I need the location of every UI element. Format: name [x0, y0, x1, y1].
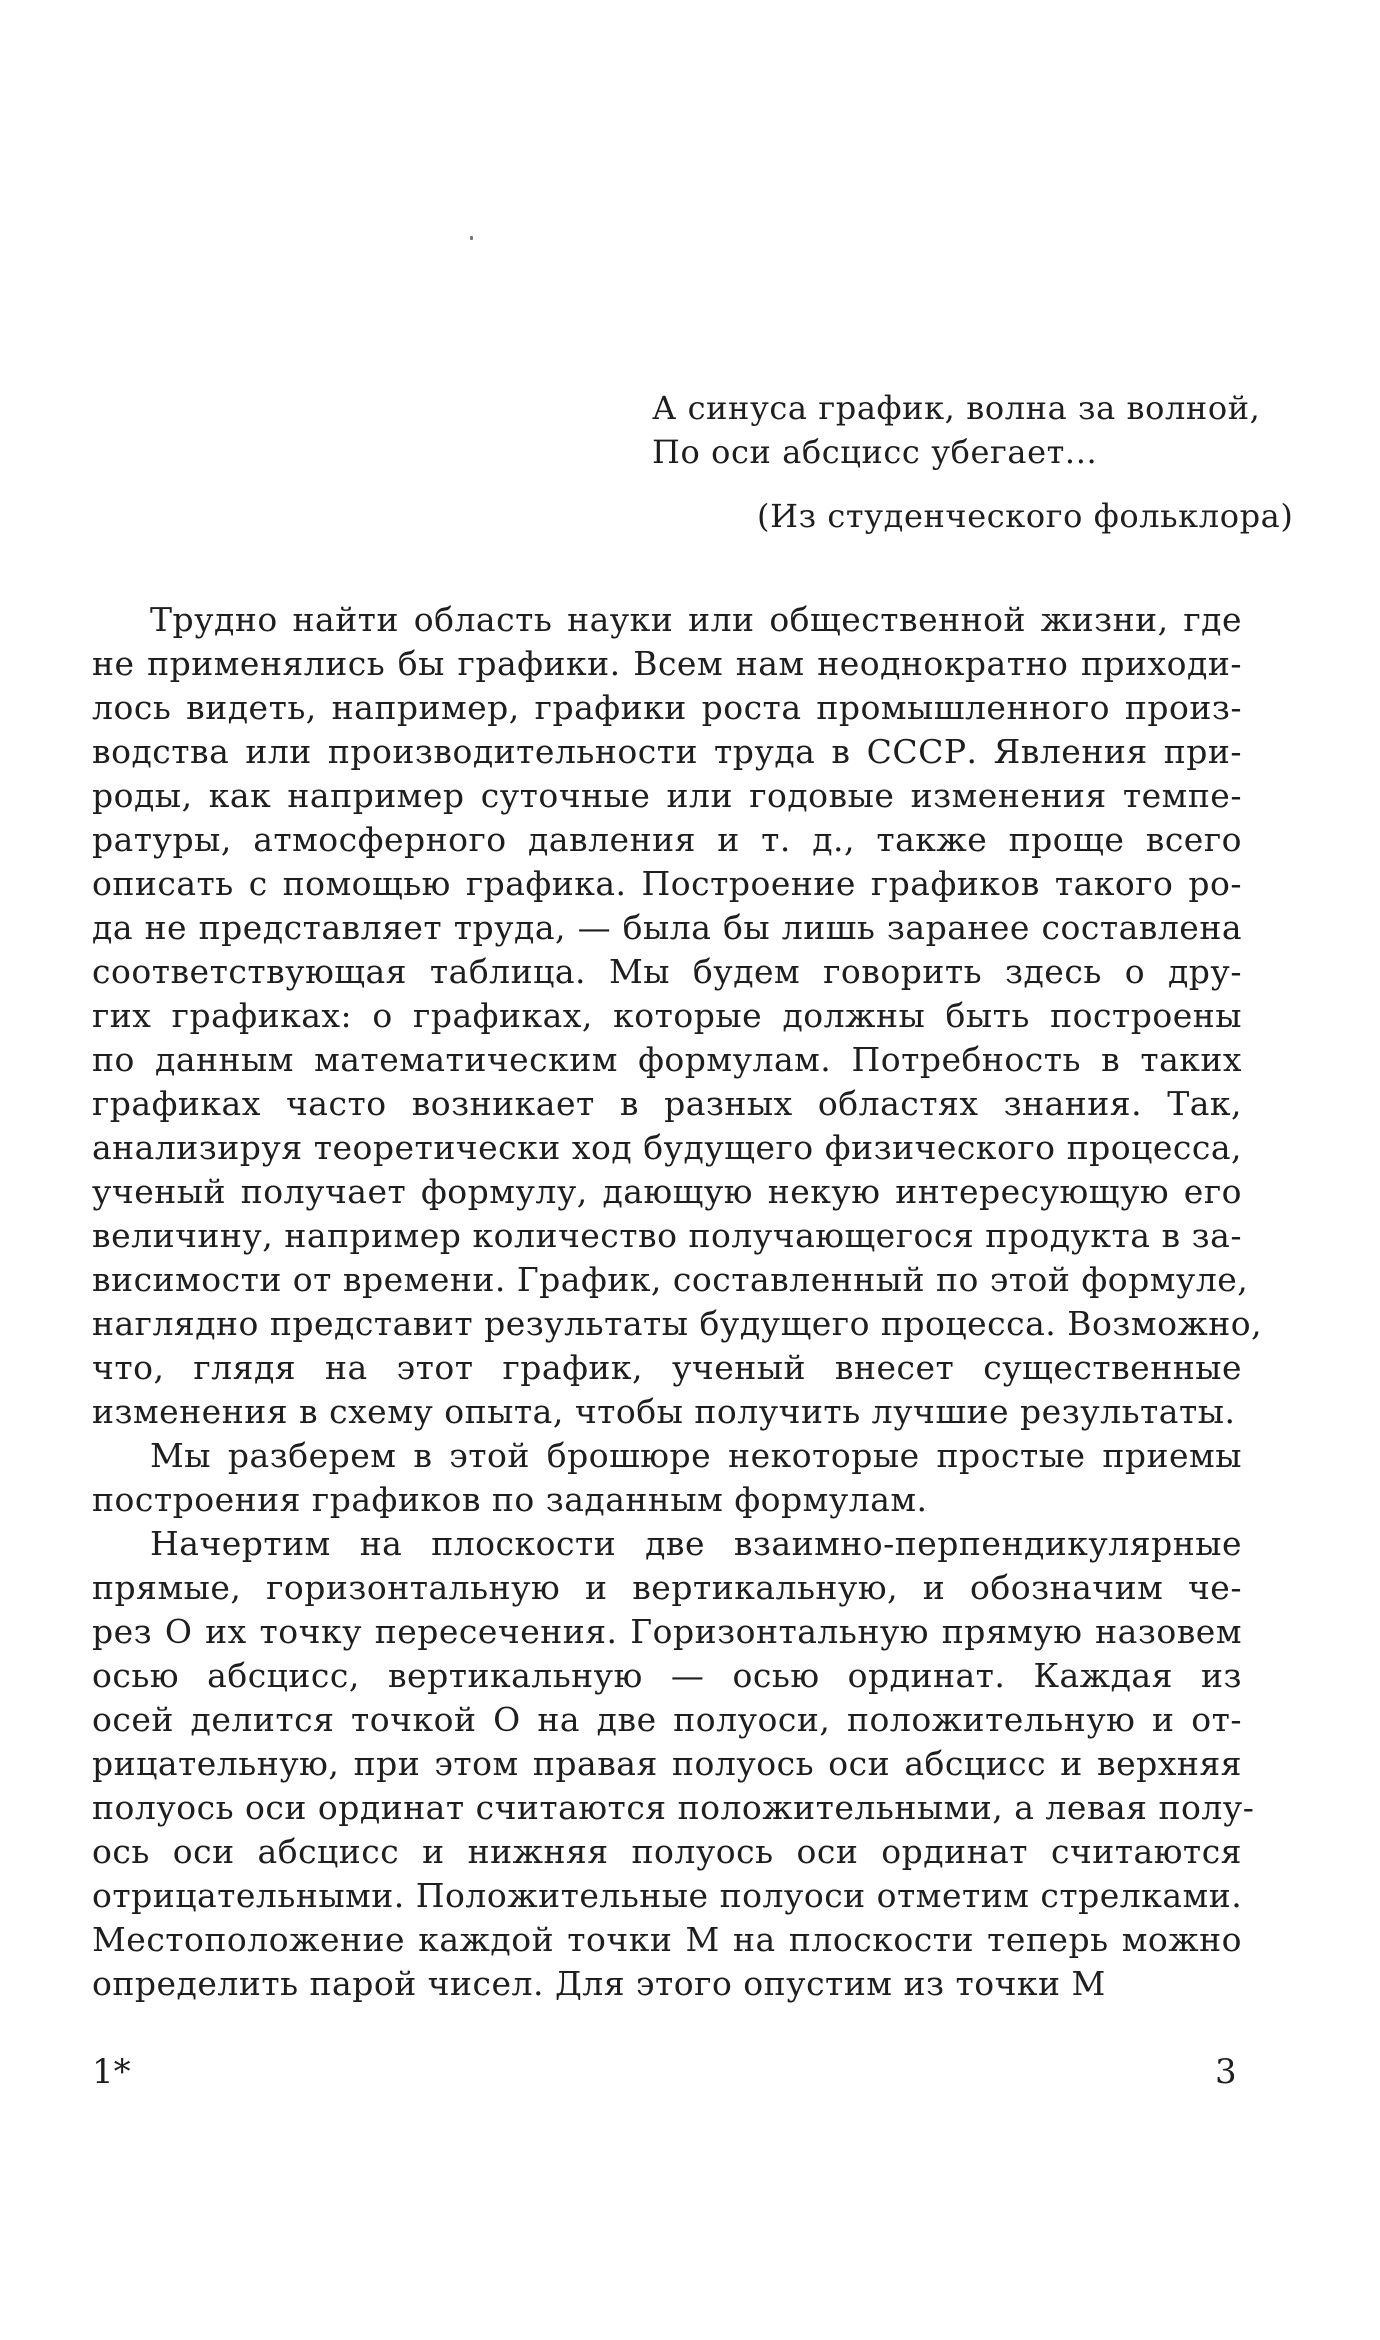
paragraph [92, 1522, 1255, 2006]
text-line: отрицательными. Положительные полуоси отметим стрелками. [92, 1876, 1243, 1915]
text-line: роды, как например суточные или годовые изменения темпе- [92, 776, 1242, 815]
epigraph [652, 386, 1294, 535]
text-line: водства или производительности труда в СССР. Явления при- [92, 732, 1242, 771]
text-line: определить парой чисел. Для этого опустим из точки M [92, 1964, 1106, 2003]
body-text [92, 598, 1263, 2006]
text-line: рицательную, при этом правая полуось оси абсцисс и верхняя [92, 1744, 1242, 1783]
text-line: что, глядя на этот график, ученый внесет существенные [92, 1348, 1242, 1387]
text-line: наглядно представит результаты будущего процесса. Возможно, [92, 1304, 1263, 1343]
signature-mark: 1* [92, 2052, 131, 2092]
text-line: Начертим на плоскости две взаимно-перпендикулярные [150, 1524, 1242, 1563]
text-line: изменения в схему опыта, чтобы получить лучшие результаты. [92, 1392, 1236, 1431]
text-line: гих графиках: о графиках, которые должны быть построены [92, 996, 1242, 1035]
text-line: описать с помощью графика. Построение графиков такого ро- [92, 864, 1242, 903]
text-line: Мы разберем в этой брошюре некоторые простые приемы [150, 1436, 1242, 1475]
text-line: анализируя теоретически ход будущего физического процесса, [92, 1128, 1242, 1167]
text-line: Трудно найти область науки или общественной жизни, где [150, 600, 1242, 639]
text-line: построения графиков по заданным формулам. [92, 1480, 928, 1519]
text-line: по данным математическим формулам. Потребность в таких [92, 1040, 1242, 1079]
text-line: лось видеть, например, графики роста промышленного произ- [92, 688, 1242, 727]
paragraph [92, 598, 1263, 1434]
text-line: рез O их точку пересечения. Горизонтальную прямую назовем [92, 1612, 1242, 1651]
text-line: графиках часто возникает в разных областях знания. Так, [92, 1084, 1242, 1123]
text-line: ратуры, атмосферного давления и т. д., также проще всего [92, 820, 1242, 859]
text-line: ось оси абсцисс и нижняя полуось оси ординат считаются [92, 1832, 1242, 1871]
epigraph-line-1: А синуса график, волна за волной, [652, 389, 1261, 427]
text-line: висимости от времени. График, составленный по этой формуле, [92, 1260, 1249, 1299]
text-line: осей делится точкой O на две полуоси, положительную и от- [92, 1700, 1242, 1739]
text-line: ученый получает формулу, дающую некую интересующую его [92, 1172, 1242, 1211]
text-line: прямые, горизонтальную и вертикальную, и обозначим че- [92, 1568, 1242, 1607]
text-line: да не представляет труда, — была бы лишь заранее составлена [92, 908, 1242, 947]
text-line: Местоположение каждой точки M на плоскости теперь можно [92, 1920, 1242, 1959]
print-speck [470, 236, 473, 240]
page-number: 3 [1215, 2052, 1237, 2092]
epigraph-source: (Из студенческого фольклора) [757, 497, 1294, 535]
paragraph [92, 1434, 1242, 1522]
epigraph-line-2: По оси абсцисс убегает... [652, 433, 1098, 471]
text-line: не применялись бы графики. Всем нам неоднократно приходи- [92, 644, 1242, 683]
text-line: величину, например количество получающегося продукта в за- [92, 1216, 1242, 1255]
text-line: осью абсцисс, вертикальную — осью ординат. Каждая из [92, 1656, 1242, 1695]
text-line: полуось оси ординат считаются положительными, а левая полу- [92, 1788, 1255, 1827]
text-line: соответствующая таблица. Мы будем говорить здесь о дру- [92, 952, 1242, 991]
